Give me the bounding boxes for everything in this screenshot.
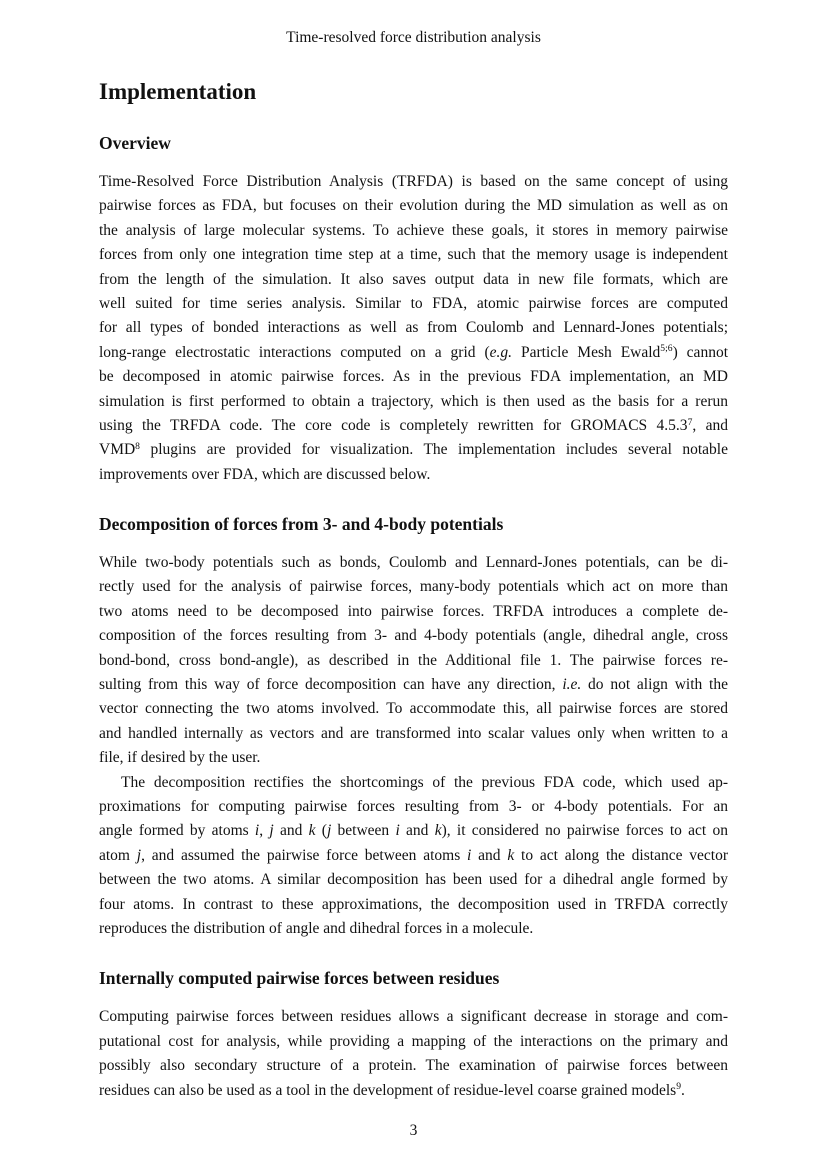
text-run: well suited for time series analysis. Similar to FDA, atomic pairwise forces are computed [99,294,728,312]
text-run: plugins are provided for visualization. The implementation includes several notable [139,441,728,459]
text-run: bond-bond, cross bond-angle), as described in the Additional file 1. The pairwise forces re- [99,651,728,669]
text-line [99,917,728,941]
text-run: and [471,846,508,864]
text-line [99,551,728,575]
text-run: rectly used for the analysis of pairwise forces, many-body potentials which act on more than [99,578,728,596]
paragraph [99,1005,728,1103]
text-run: j [269,822,274,840]
text-line [99,365,728,389]
text-run: forces from only one integration time step at a time, such that the memory usage is independent [99,246,728,264]
page-title: Implementation [99,79,257,104]
text-run: k [434,822,442,840]
text-run: i [395,822,400,840]
text-run: reproduces the distribution of angle and dihedral forces in a molecule. [99,919,534,937]
text-run: atom [99,846,137,864]
text-run: improvements over FDA, which are discussed below. [99,465,431,483]
section-heading-residues: Internally computed pairwise forces between residues [99,968,500,989]
text-run: k [308,822,316,840]
text-line [99,341,728,365]
text-line [99,463,728,487]
text-line [99,316,728,340]
text-line [99,194,728,218]
text-run: ) cannot [672,343,728,361]
text-run: , and [692,416,728,434]
text-line [99,438,728,462]
section-overview [99,132,728,487]
section-heading-overview: Overview [99,133,171,153]
text-run: from the length of the simulation. It also saves output data in new file formats, which are [99,270,728,288]
text-run: between the two atoms. A similar decomposition has been used for a dihedral angle formed by [99,871,728,889]
citation-superscript: 7 [687,416,693,428]
text-run: Time-Resolved Force Distribution Analysis (TRFDA) is based on the same concept of using [99,173,728,190]
text-run: simulation is first performed to obtain a trajectory, which is then used as the basis for a rerun [99,392,728,410]
text-line [99,624,728,648]
text-line [99,170,728,194]
text-run: i [467,846,472,864]
text-line [99,697,728,721]
text-run: i.e. [562,676,582,694]
text-run: i [254,822,260,840]
section-heading-decomposition: Decomposition of forces from 3- and 4-body potentials [99,514,504,535]
text-line [99,746,728,770]
text-run: residues can also be used as a tool in the development of residue-level coarse grained models [99,1081,677,1099]
text-line [99,795,728,819]
text-line [99,771,728,795]
text-run: ( [315,822,327,840]
text-run: long-range electrostatic interactions computed on a grid ( [99,343,490,361]
text-run: between [331,822,396,840]
text-run: four atoms. In contrast to these approximations, the decomposition used in TRFDA correctly [99,895,728,913]
text-run: e.g. [489,343,513,361]
page-number: 3 [409,1121,418,1139]
text-line [99,649,728,673]
text-run: , [259,822,270,840]
text-line [99,819,728,843]
text-line [99,893,728,917]
paragraph [99,771,728,942]
text-line [99,1054,728,1078]
text-line [99,673,728,697]
text-run: angle formed by atoms [99,822,255,840]
text-line [99,390,728,414]
text-run: j [326,822,332,840]
citation-superscript: 8 [135,441,140,453]
text-run: While two-body potentials such as bonds, Coulomb and Lennard-Jones potentials, can be di- [99,554,728,572]
text-run: possibly also secondary structure of a protein. The examination of pairwise forces between [99,1057,728,1075]
text-run: two atoms need to be decomposed into pairwise forces. TRFDA introduces a complete de- [99,602,728,620]
text-run: for all types of bonded interactions as well as from Coulomb and Lennard-Jones potentials; [99,319,728,337]
text-run: k [507,846,515,864]
text-run: VMD [99,441,136,459]
text-run: using the TRFDA code. The core code is completely rewritten for GROMACS 4.5.3 [99,416,688,434]
text-line [99,414,728,438]
text-run: pairwise forces as FDA, but focuses on their evolution during the MD simulation as well as on [99,197,728,215]
paragraph [99,170,728,487]
text-line [99,1079,728,1103]
text-run: ), it considered no pairwise forces to act on [441,822,728,840]
citation-superscript: 5;6 [660,343,673,355]
text-run: proximations for computing pairwise forces resulting from 3- or 4-body potentials. For an [99,797,728,815]
text-line [99,600,728,624]
running-head: Time-resolved force distribution analysis [286,29,541,46]
paragraph [99,551,728,771]
text-run: putational cost for analysis, while providing a mapping of the interactions on the primary and [99,1032,728,1050]
text-run: composition of the forces resulting from 3- and 4-body potentials (angle, dihedral angle, cross [99,627,728,645]
text-line [99,575,728,599]
citation-superscript: 9 [676,1081,681,1093]
text-run: j [136,846,142,864]
text-run: and [273,822,309,840]
text-line [99,243,728,267]
text-run: be decomposed in atomic pairwise forces. As in the previous FDA implementation, an MD [99,368,728,386]
text-run: . [680,1081,685,1099]
section-residues [99,967,728,1103]
text-run: the analysis of large molecular systems. To achieve these goals, it stores in memory pairwise [99,221,728,239]
section-decomposition [99,513,728,941]
text-line [99,292,728,316]
text-run: to act along the distance vector [514,846,728,864]
text-line [99,1030,728,1054]
text-line [99,268,728,292]
text-run: do not align with the [581,676,728,694]
text-line [99,722,728,746]
text-run: , and assumed the pairwise force between atoms [141,846,468,864]
text-run: sulting from this way of force decomposition can have any direction, [99,676,563,694]
text-line [99,1005,728,1029]
text-line [99,219,728,243]
text-run: file, if desired by the user. [99,749,261,767]
text-run: The decomposition rectifies the shortcomings of the previous FDA code, which used ap- [121,773,728,791]
text-run: and [399,822,435,840]
text-line [99,868,728,892]
text-run: Computing pairwise forces between residues allows a significant decrease in storage and com- [99,1008,728,1026]
text-line [99,844,728,868]
text-run: vector connecting the two atoms involved. To accommodate this, all pairwise forces are stored [99,700,728,718]
text-run: and handled internally as vectors and are transformed into scalar values only when written to a [99,724,728,742]
text-run: Particle Mesh Ewald [512,343,661,361]
